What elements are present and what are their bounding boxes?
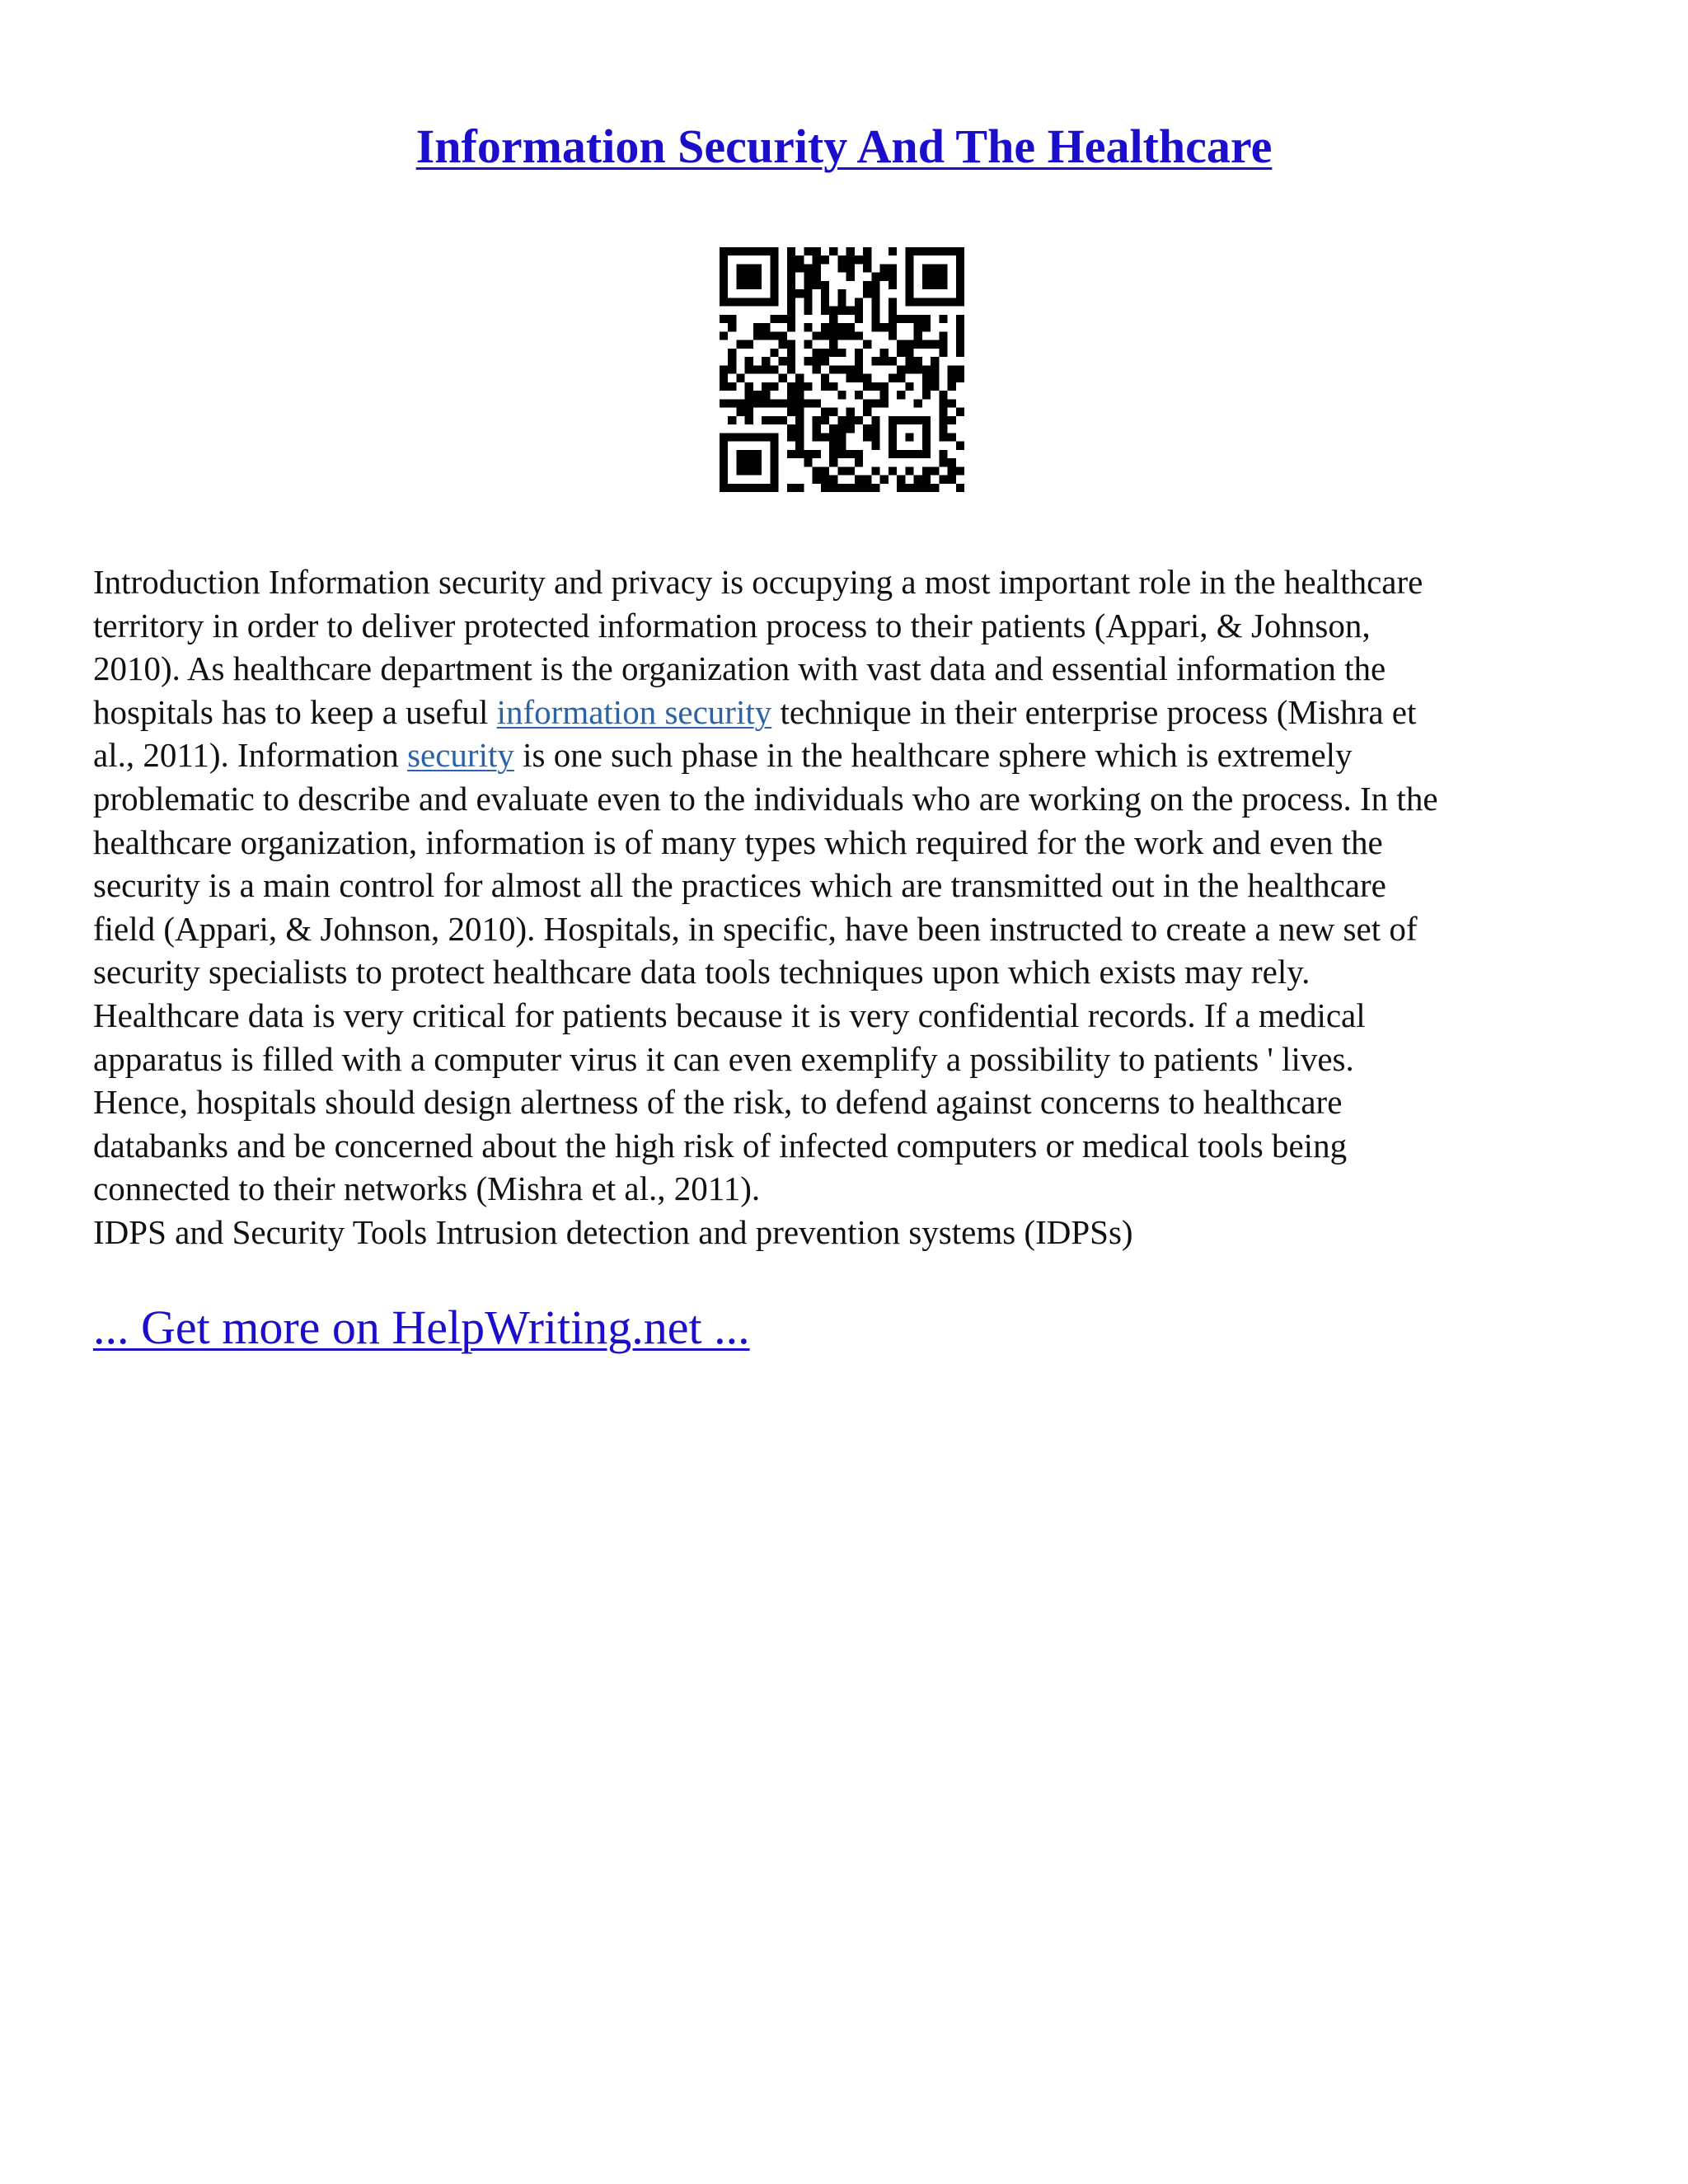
information-security-link[interactable]: information security <box>496 692 772 731</box>
get-more-link[interactable]: ... Get more on HelpWriting.net ... <box>93 1301 750 1354</box>
body-line: IDPS and Security Tools Intrusion detection and prevention systems (IDPSs) <box>93 1212 1133 1251</box>
qr-code-icon <box>720 247 964 492</box>
body-line-text: is one such phase in the healthcare sphere which is extremely <box>513 736 1353 775</box>
body-line: connected to their networks (Mishra et al., 2011). <box>93 1169 761 1208</box>
body-line: 2010). As healthcare department is the organization with vast data and essential information the <box>93 649 1386 688</box>
security-link[interactable]: security <box>407 736 514 775</box>
body-line <box>93 733 1610 777</box>
body-line <box>93 691 1610 734</box>
body-line: security specialists to protect healthcare data tools techniques upon which exists may rely. <box>93 953 1311 991</box>
body-line: Healthcare data is very critical for patients because it is very confidential records. If a medical <box>93 996 1366 1034</box>
body-line: Hence, hospitals should design alertness of the risk, to defend against concerns to healthcare <box>93 1083 1343 1122</box>
body-paragraph <box>93 560 1610 1254</box>
body-line-text: technique in their enterprise process (Mishra et <box>771 692 1417 731</box>
body-line: Introduction Information security and privacy is occupying a most important role in the healthcare <box>93 563 1423 601</box>
get-more-paragraph <box>93 1298 750 1357</box>
body-line: field (Appari, & Johnson, 2010). Hospitals, in specific, have been instructed to create a new set of <box>93 909 1418 948</box>
body-line: security is a main control for almost all the practices which are transmitted out in the healthcare <box>93 866 1386 905</box>
body-line: databanks and be concerned about the high risk of infected computers or medical tools being <box>93 1126 1348 1165</box>
body-line-text: al., 2011). Information <box>93 736 408 775</box>
title-link[interactable]: Information Security And The Healthcare <box>415 120 1273 173</box>
body-line: territory in order to deliver protected information process to their patients (Appari, & Johnson, <box>93 606 1371 644</box>
body-line: problematic to describe and evaluate even to the individuals who are working on the process. In the <box>93 779 1438 818</box>
body-line: healthcare organization, information is of many types which required for the work and even the <box>93 823 1383 861</box>
page-title <box>0 114 1688 180</box>
body-line: apparatus is filled with a computer virus it can even exemplify a possibility to patients ' lives. <box>93 1039 1354 1078</box>
body-line-text: hospitals has to keep a useful <box>93 692 497 731</box>
